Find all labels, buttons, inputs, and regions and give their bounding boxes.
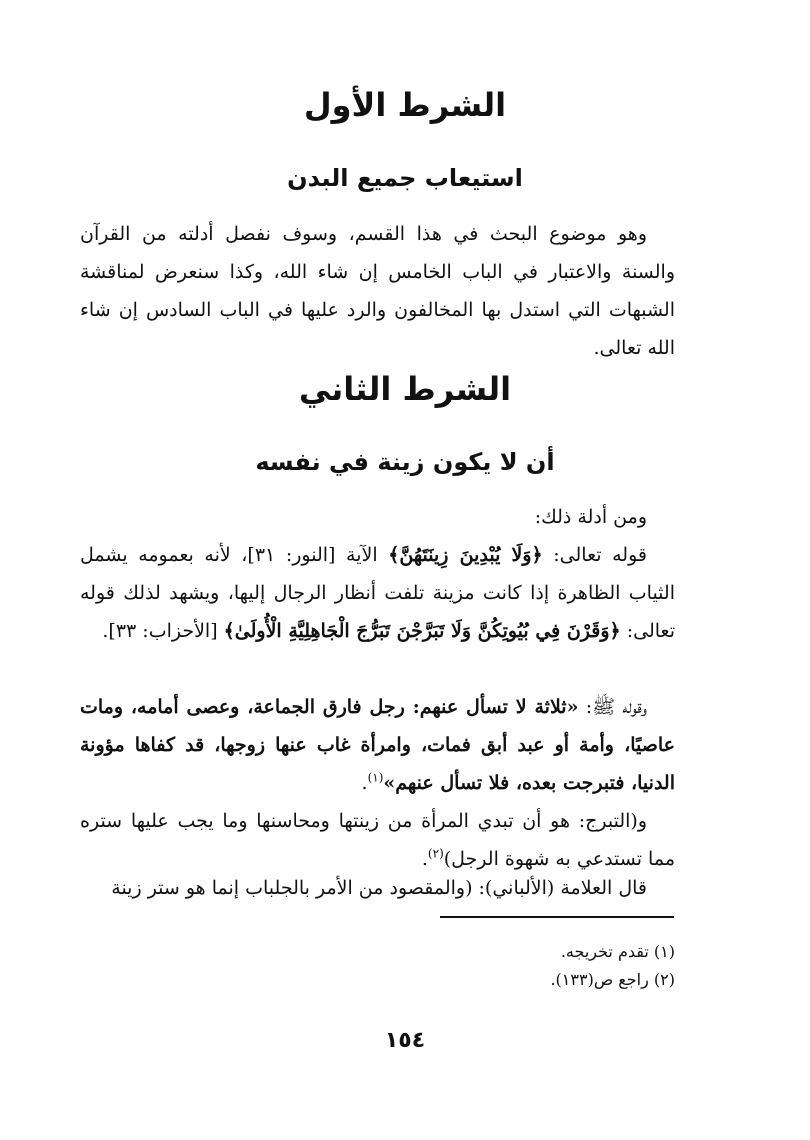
tabarruj-text: و(التبرج: هو أن تبدي المرأة من زينتها ومحاسنها وما يجب عليها ستره مما تستدعي به شهوة الرجل) [80,810,675,870]
paragraph-tabarruj-definition [80,802,675,878]
paragraph-first-condition: وهو موضوع البحث في هذا القسم، وسوف نفصل أدلته من القرآن والسنة والاعتبار في الباب الخامس إن شاء الله، وكذا سنعرض لمناقشة الشبهات التي استدل بها المخالفون والرد عليها في الباب السادس إن شاء الله تعالى. [80,223,675,359]
hadith-end: . [361,772,368,794]
section-heading-first-condition: الشرط الأول [303,86,507,124]
subheading-cover-whole-body: استيعاب جميع البدن [287,164,523,192]
hadith-text: «ثلاثة لا تسأل عنهم: رجل فارق الجماعة، وعصى أمامه، ومات عاصيًا، وأمة أو عبد أبق فمات، وامرأة غاب عنها زوجها، قد كفاها مؤونة الدنيا، فتبرجت بعده، فلا تسأل عنهم» [80,696,675,794]
quran-lead-text: قوله تعالى: [542,544,647,566]
footnote-marker-1: (١) [367,770,384,785]
quran-verse-ahzab: ﴿وَقَرْنَ فِي بُيُوتِكُنَّ وَلَا تَبَرَّجْنَ تَبَرُّجَ الْجَاهِلِيَّةِ الْأُولَىٰ﴾ [223,620,621,642]
quran-explanation-text: الآية [النور: ٣١]، لأنه بعمومه يشمل الثياب الظاهرة إذا كانت مزينة تلفت أنظار الرجال إليها، ويشهد لذلك قوله تعالى: [80,544,675,642]
footnote-marker-2: (٢) [427,846,444,861]
footnote-2: (٢) راجع ص(١٣٣). [550,970,675,989]
section-heading-second-condition: الشرط الثاني [298,370,512,408]
hadith-lead-text: وقوله ﷺ: [578,696,647,718]
tabarruj-end: . [421,848,428,870]
paragraph-albani-quote: قال العلامة (الألباني): (والمقصود من الأمر بالجلباب إنما هو ستر زينة [111,877,647,899]
quran-verse-nur: ﴿وَلَا يُبْدِينَ زِينَتَهُنَّ﴾ [388,544,543,566]
page-number: ١٥٤ [384,1028,426,1053]
evidence-intro: ومن أدلة ذلك: [534,506,647,528]
subheading-not-adornment: أن لا يكون زينة في نفسه [255,448,555,476]
footnote-separator [440,916,674,918]
footnote-1: (١) تقدم تخريجه. [560,942,675,961]
paragraph-hadith-evidence [80,688,675,802]
quran-reference-ahzab: [الأحزاب: ٣٣]. [102,620,224,642]
paragraph-quran-evidence [80,536,675,650]
